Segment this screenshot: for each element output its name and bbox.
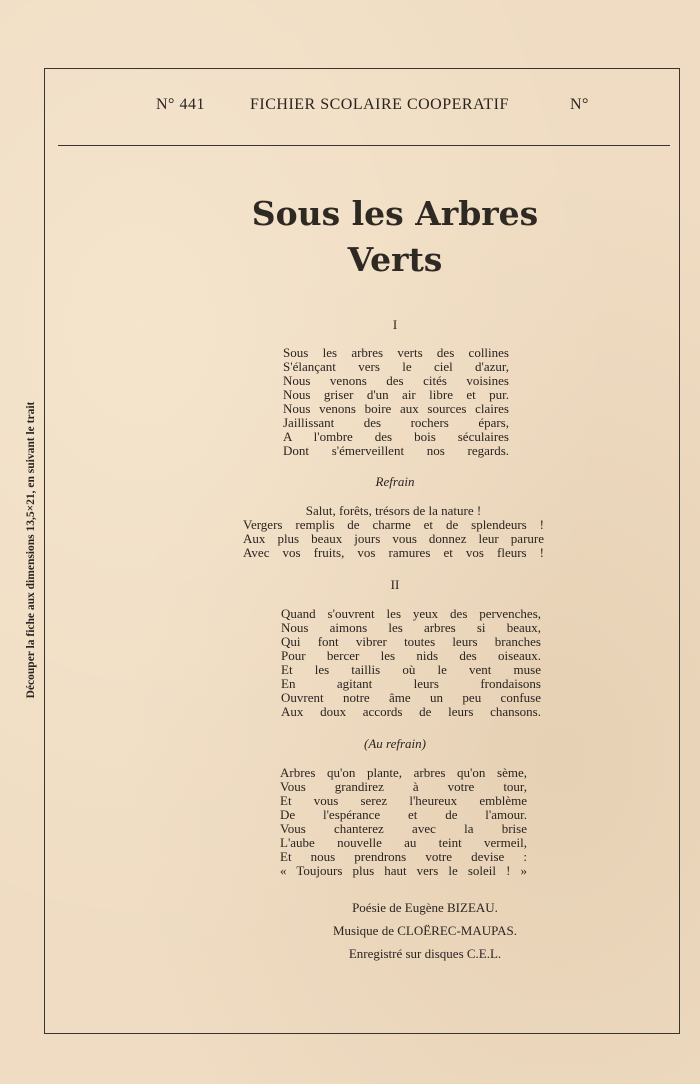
verse-line: Nous venons boire aux sources claires	[283, 401, 509, 416]
verse-line: Dont s'émerveillent nos regards.	[283, 443, 509, 458]
header-divider	[58, 145, 670, 146]
refrain-line: Salut, forêts, trésors de la nature !	[305, 503, 482, 518]
verse-1-numeral: I	[392, 317, 398, 332]
verse-line: L'aube nouvelle au teint vermeil,	[280, 835, 527, 850]
verse-line: De l'espérance et de l'amour.	[280, 807, 527, 822]
cut-instruction: Découper la fiche aux dimensions 13,5×21, en suivant le trait	[25, 401, 37, 699]
refrain-line: Aux plus beaux jours vous donnez leur parure	[243, 531, 544, 546]
verse-line: « Toujours plus haut vers le soleil ! »	[280, 863, 527, 878]
verse-2-numeral: II	[390, 577, 400, 592]
verse-line: Quand s'ouvrent les yeux des pervenches,	[281, 606, 541, 621]
verse-line: Et nous prendrons votre devise :	[280, 849, 527, 864]
music-credit: Musique de CLOËREC-MAUPAS.	[332, 923, 518, 938]
refrain-heading: Refrain	[375, 474, 415, 489]
verse-line: Nous venons des cités voisines	[283, 373, 509, 388]
poem-credit: Poésie de Eugène BIZEAU.	[352, 900, 498, 915]
refrain-line: Avec vos fruits, vos ramures et vos fleurs !	[243, 545, 544, 560]
song-title-line-2: Verts	[347, 240, 443, 279]
verse-line: Nous griser d'un air libre et pur.	[283, 387, 509, 402]
au-refrain-note: (Au refrain)	[364, 736, 426, 751]
recording-credit: Enregistré sur disques C.E.L.	[348, 946, 502, 961]
card-number-blank: N°	[570, 96, 589, 113]
verse-line: Et vous serez l'heureux emblème	[280, 793, 527, 808]
verse-line: Et les taillis où le vent muse	[281, 662, 541, 677]
verse-line: Jaillissant des rochers épars,	[283, 415, 509, 430]
credits	[300, 896, 550, 965]
refrain-line: Vergers remplis de charme et de splendeurs !	[243, 517, 544, 532]
verse-line: Vous grandirez à votre tour,	[280, 779, 527, 794]
verse-3	[280, 766, 527, 878]
verse-2	[281, 607, 541, 719]
song-title-line-1: Sous les Arbres	[251, 194, 539, 233]
verse-line: Vous chanterez avec la brise	[280, 821, 527, 836]
verse-line: S'élançant vers le ciel d'azur,	[283, 359, 509, 374]
card-number: N° 441	[156, 96, 205, 113]
header-title: FICHIER SCOLAIRE COOPERATIF	[250, 96, 509, 113]
verse-line: Pour bercer les nids des oiseaux.	[281, 648, 541, 663]
verse-line: Aux doux accords de leurs chansons.	[281, 704, 541, 719]
verse-line: Ouvrent notre âme un peu confuse	[281, 690, 541, 705]
verse-1	[283, 346, 509, 458]
verse-line: Arbres qu'on plante, arbres qu'on sème,	[280, 765, 527, 780]
card-header	[56, 96, 672, 126]
verse-line: En agitant leurs frondaisons	[281, 676, 541, 691]
verse-line: Qui font vibrer toutes leurs branches	[281, 634, 541, 649]
refrain	[243, 504, 544, 560]
verse-line: Nous aimons les arbres si beaux,	[281, 620, 541, 635]
verse-line: A l'ombre des bois séculaires	[283, 429, 509, 444]
verse-line: Sous les arbres verts des collines	[283, 345, 509, 360]
